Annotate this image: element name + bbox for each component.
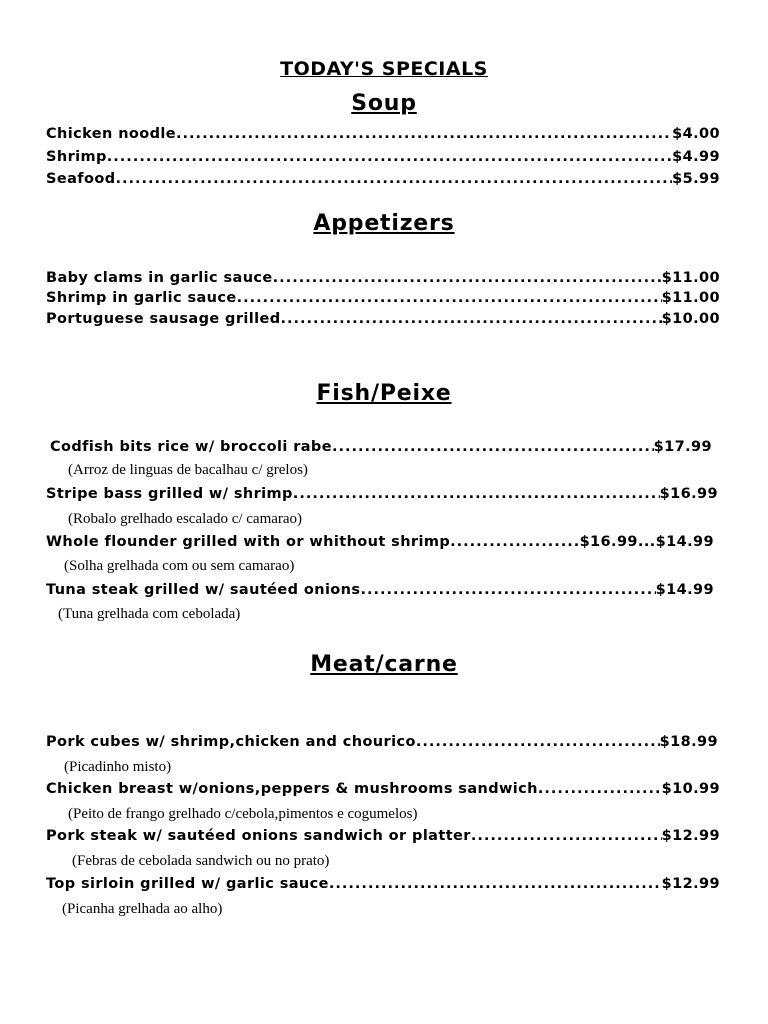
page-title: TODAY'S SPECIALS (280, 58, 488, 80)
dot-leader (416, 732, 660, 752)
menu-item (50, 437, 712, 457)
dot-leader (115, 169, 672, 189)
dot-leader (538, 779, 662, 799)
dot-leader (273, 268, 662, 288)
menu-item (46, 484, 718, 504)
section-title-appetizers: Appetizers (313, 211, 455, 236)
item-translation: (Arroz de linguas de bacalhau c/ grelos) (68, 462, 308, 478)
item-name: Whole flounder grilled with or whithout shrimp (46, 534, 451, 550)
item-name: Baby clams in garlic sauce (46, 270, 273, 286)
item-name: Shrimp (46, 149, 107, 165)
item-translation: (Solha grelhada com ou sem camarao) (64, 558, 295, 574)
item-name: Portuguese sausage grilled (46, 311, 281, 327)
item-price: $18.99 (659, 734, 718, 750)
menu-item (46, 532, 714, 552)
dot-leader (360, 580, 655, 600)
item-price: $11.00 (661, 270, 720, 286)
item-translation: (Robalo grelhado escalado c/ camarao) (68, 511, 303, 527)
menu-item (46, 309, 720, 329)
item-price: $4.99 (672, 149, 720, 165)
item-price: $5.99 (672, 171, 720, 187)
item-translation: (Tuna grelhada com cebolada) (58, 606, 241, 622)
dot-leader (332, 437, 654, 457)
dot-leader (107, 147, 672, 167)
item-name: Chicken noodle (46, 126, 177, 142)
item-name: Top sirloin grilled w/ garlic sauce (46, 876, 329, 892)
dot-leader (471, 826, 662, 846)
item-price: $4.00 (672, 126, 720, 142)
menu-item (46, 268, 720, 288)
item-name: Stripe bass grilled w/ shrimp (46, 486, 293, 502)
item-translation: (Picadinho misto) (64, 759, 172, 775)
item-price: $10.99 (661, 781, 720, 797)
item-name: Tuna steak grilled w/ sautéed onions (46, 582, 361, 598)
menu-item (46, 779, 720, 799)
item-price: $14.99 (655, 582, 714, 598)
dot-leader (293, 484, 660, 504)
item-price: $12.99 (661, 828, 720, 844)
item-price: $17.99 (653, 439, 712, 455)
item-translation: (Febras de cebolada sandwich ou no prato) (72, 853, 330, 869)
dot-leader (450, 532, 579, 552)
section-title-meat: Meat/carne (310, 652, 458, 677)
item-name: Pork cubes w/ shrimp,chicken and chourico (46, 734, 416, 750)
item-translation: (Peito de frango grelhado c/cebola,pimentos e cogumelos) (68, 806, 418, 822)
item-price: $12.99 (661, 876, 720, 892)
dot-leader (281, 309, 662, 329)
section-title-fish: Fish/Peixe (316, 381, 452, 406)
menu-item (46, 732, 718, 752)
item-name: Pork steak w/ sautéed onions sandwich or platter (46, 828, 471, 844)
menu-item (46, 147, 720, 167)
item-price: $10.00 (661, 311, 720, 327)
item-name: Shrimp in garlic sauce (46, 290, 237, 306)
menu-item (46, 826, 720, 846)
section-title-soup: Soup (351, 91, 417, 116)
dot-leader (176, 124, 672, 144)
item-name: Chicken breast w/onions,peppers & mushrooms sandwich (46, 781, 538, 797)
item-price: $11.00 (661, 290, 720, 306)
menu-item (46, 288, 720, 308)
dot-leader (237, 288, 662, 308)
item-name: Seafood (46, 171, 116, 187)
dot-leader (329, 874, 662, 894)
menu-item (46, 124, 720, 144)
menu-item (46, 580, 714, 600)
item-translation: (Picanha grelhada ao alho) (62, 901, 223, 917)
menu-item (46, 874, 720, 894)
item-price: $16.99 (659, 486, 718, 502)
menu-item (46, 169, 720, 189)
item-name: Codfish bits rice w/ broccoli rabe (50, 439, 332, 455)
item-price: $16.99...$14.99 (579, 534, 714, 550)
